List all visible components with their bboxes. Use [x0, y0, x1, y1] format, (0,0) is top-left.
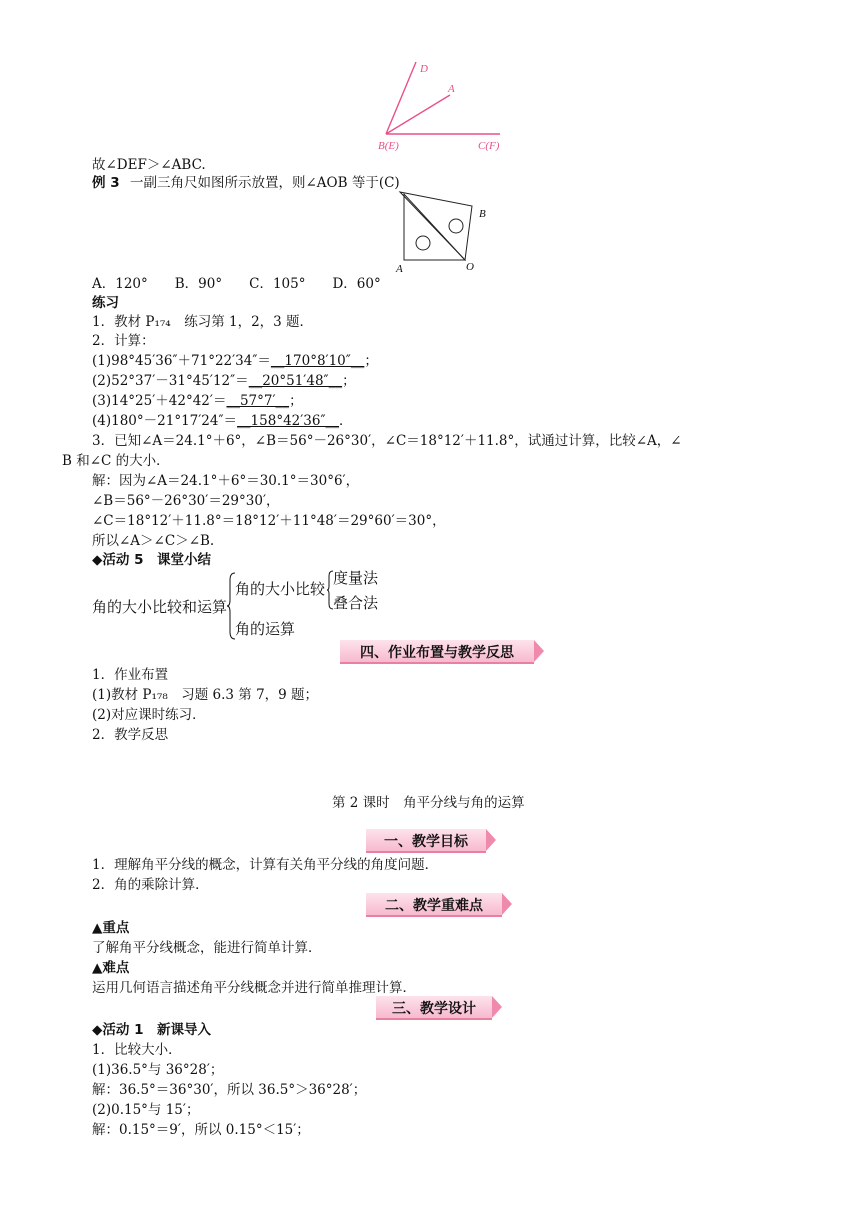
label-O2: O: [466, 261, 474, 273]
banner-design-title: 三、教学设计: [392, 1001, 476, 1017]
homework-3: (2)对应课时练习．: [92, 707, 206, 723]
banner-homework: [340, 640, 544, 662]
banner-key-points: [366, 893, 512, 915]
summary-branch-compare: 角的大小比较: [235, 580, 326, 598]
example3-label: 例 3: [92, 175, 120, 191]
calc-3-answer: __57°7′__: [226, 393, 290, 409]
practice-1: 1．教材 P₁₇₄ 练习第 1，2，3 题．: [92, 314, 314, 330]
calc-1-expr: (1)98°45′36″＋71°22′34″＝: [92, 353, 271, 369]
solution-3: ∠C＝18°12′＋11.8°＝18°12′＋11°48′＝29°60′＝30°，: [92, 513, 446, 529]
calc-3: [92, 392, 303, 410]
banner-arrow-icon: [486, 829, 496, 851]
summary-branch-operation: 角的运算: [235, 620, 296, 638]
calc-3-expr: (3)14°25′＋42°42′＝: [92, 393, 227, 409]
banner-design: [376, 996, 502, 1018]
compare-5: 解：0.15°＝9′，所以 0.15°＜15′；: [92, 1122, 310, 1138]
banner-homework-title: 四、作业布置与教学反思: [360, 645, 514, 661]
solution-1: 解：因为∠A＝24.1°＋6°＝30.1°＝30°6′，: [92, 473, 360, 489]
calc-4: [92, 412, 353, 430]
answer-options: A．120° B．90° C．105° D．60°: [92, 276, 381, 292]
summary-method-overlap: 叠合法: [333, 594, 379, 612]
goal-1: 1．理解角平分线的概念，计算有关角平分线的角度问题．: [92, 857, 439, 873]
banner-goals: [366, 829, 496, 851]
lesson2-title: 第 2 课时 角平分线与角的运算: [332, 795, 525, 811]
label-BE: B(E): [378, 140, 399, 152]
goal-2: 2．角的乘除计算．: [92, 877, 209, 893]
homework-4: 2．教学反思: [92, 727, 169, 743]
conclusion-line: 故∠DEF＞∠ABC.: [92, 157, 206, 173]
calc-4-answer: __158°42′36″__: [237, 413, 340, 429]
key-heading: ▲重点: [92, 920, 130, 936]
key-text: 了解角平分线概念，能进行简单计算．: [92, 940, 322, 956]
banner-arrow-icon: [502, 893, 512, 915]
calc-1-end: ；: [364, 353, 378, 369]
difficulty-text: 运用几何语言描述角平分线概念并进行简单推理计算．: [92, 980, 416, 996]
practice-heading: 练习: [92, 295, 119, 311]
summary-root: 角的大小比较和运算: [92, 598, 228, 616]
compare-3: 解：36.5°＝36°30′，所以 36.5°＞36°28′；: [92, 1082, 367, 1098]
calc-1: [92, 352, 378, 370]
homework-1: 1．作业布置: [92, 667, 169, 683]
calc-2-expr: (2)52°37′－31°45′12″＝: [92, 373, 249, 389]
practice-2: 2．计算：: [92, 333, 155, 349]
activity1-heading: ◆活动 1 新课导入: [92, 1022, 211, 1038]
activity5-heading: ◆活动 5 课堂小结: [92, 552, 211, 568]
calc-2: [92, 372, 356, 390]
banner-arrow-icon: [534, 640, 544, 662]
practice-3-cont: B 和∠C 的大小．: [62, 453, 170, 469]
example3-text: 一副三角尺如图所示放置，则∠AOB 等于(C): [130, 175, 400, 191]
summary-method-measure: 度量法: [333, 569, 379, 587]
solution-2: ∠B＝56°－26°30′＝29°30′，: [92, 493, 280, 509]
label-B2: B: [479, 208, 486, 220]
banner-arrow-icon: [492, 996, 502, 1018]
calc-2-end: ；: [342, 373, 356, 389]
calc-4-expr: (4)180°－21°17′24″＝: [92, 413, 238, 429]
solution-4: 所以∠A＞∠C＞∠B.: [92, 533, 215, 549]
calc-1-answer: __170°8′10″__: [270, 353, 365, 369]
homework-2: (1)教材 P₁₇₈ 习题 6.3 第 7，9 题；: [92, 687, 319, 703]
label-CF: C(F): [478, 140, 500, 152]
compare-1: 1．比较大小．: [92, 1042, 182, 1058]
practice-3: 3．已知∠A＝24.1°＋6°，∠B＝56°－26°30′，∠C＝18°12′＋11.8°，试通过计算，比较∠A，∠: [92, 433, 682, 449]
calc-3-end: ；: [289, 393, 303, 409]
label-A: A: [448, 83, 455, 95]
label-A2: A: [396, 263, 403, 275]
calc-4-end: ．: [339, 413, 353, 429]
banner-goals-title: 一、教学目标: [384, 834, 468, 850]
triangle-rulers-figure: [390, 188, 490, 268]
difficulty-heading: ▲难点: [92, 960, 130, 976]
calc-2-answer: __20°51′48″__: [248, 373, 343, 389]
banner-key-points-title: 二、教学重难点: [385, 898, 483, 914]
label-D: D: [420, 63, 428, 75]
compare-4: (2)0.15°与 15′；: [92, 1102, 200, 1118]
compare-2: (1)36.5°与 36°28′；: [92, 1062, 224, 1078]
